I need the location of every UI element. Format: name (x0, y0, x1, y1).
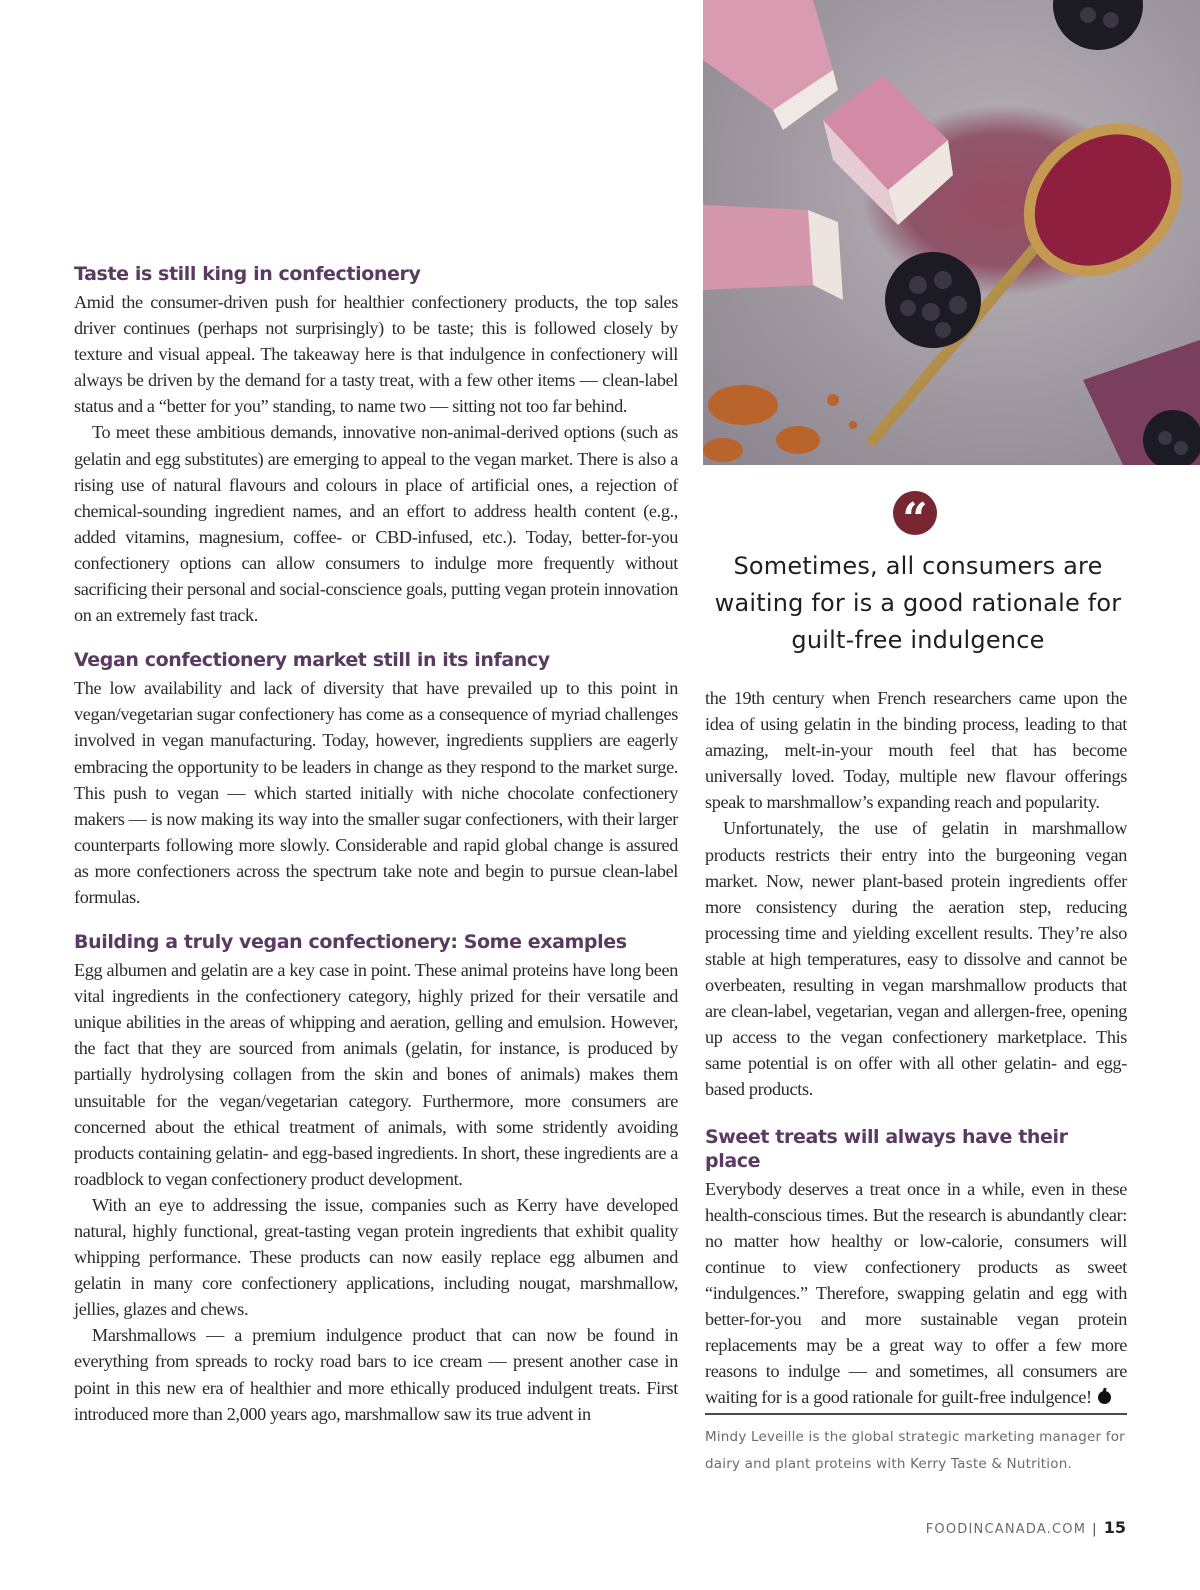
photo-marshmallows (703, 0, 1200, 465)
quote-icon: “ (893, 491, 937, 535)
body-paragraph: With an eye to addressing the issue, companies such as Kerry have developed natural, highly functional, great-tasting vegan protein ingredients that exhibit quality whipping performance. These products can now easily replace egg albumen and gelatin in many core confectionery applications, including nougat, marshmallow, jellies, glazes and chews. (74, 1194, 678, 1320)
body-paragraph: Egg albumen and gelatin are a key case in point. These animal proteins have long been vital ingredients in the confectionery category, highly prized for their versatile and unique abilities in the areas of whipping and aeration, gelling and emulsion. However, the fact that they are sourced from animals (gelatin, for instance, is produced by partially hydrolysing collagen from the skin and bones of animals) makes them unsuitable for the vegan/vegetarian category. Furthermore, more consumers are concerned about the ethical treatment of animals, with some stridently avoiding products containing gelatin- and egg-based ingredients. In short, these ingredients are a roadblock to vegan confectionery product development. (74, 960, 678, 1189)
footer-site: FOODINCANADA.COM (925, 1522, 1087, 1537)
section-heading-building: Building a truly vegan confectionery: Some examples (74, 931, 627, 954)
photo-illustration (703, 0, 1200, 465)
closing-paragraph-text: Everybody deserves a treat once in a while, even in these health-conscious times. But the research is abundantly clear: no matter how healthy or low-calorie, consumers will continue to view confectionery products as sweet “indulgences.” Therefore, swapping gelatin and egg with better-for-you and more sustainable vegan protein replacements may be a great way to offer a few more reasons to indulge — and sometimes, all consumers are waiting for is a good rationale for guilt-free indulgence! (705, 1178, 1127, 1408)
body-paragraph: Amid the consumer-driven push for healthier confectionery products, the top sales driver continues (perhaps not surprisingly) to be taste; this is followed closely by texture and visual appeal. The takeaway here is that indulgence in confectionery will always be driven by the demand for a tasty treat, with a few other items — clean-label status and a “better for you” standing, to name two — sitting not too far behind. (74, 292, 678, 417)
right-column (705, 685, 1127, 1410)
body-paragraph: To meet these ambitious demands, innovative non-animal-derived options (such as gelatin and egg substitutes) are emerging to appeal to the vegan market. There is also a rising use of natural flavours and colours in place of artificial ones, a rejection of chemical-sounding ingredient names, and an effort to address health content (e.g., added vitamins, magnesium, coffee- or CBD-infused, etc.). Today, better-for-you confectionery options can allow consumers to indulge more frequently without sacrificing their personal and social-conscience goals, putting vegan protein innovation on an extremely fast track. (74, 422, 678, 626)
section-heading-vegan-market: Vegan confectionery market still in its infancy (74, 649, 550, 672)
body-paragraph: Marshmallows — a premium indulgence product that can now be found in everything from spreads to rocky road bars to ice cream — present another case in point in this new era of healthier and more ethically produced indulgent treats. First introduced more than 2,000 years ago, marshmallow saw its true advent in (74, 1325, 678, 1424)
section-heading-sweet-treats: Sweet treats will always have their place (705, 1125, 1068, 1172)
page-number: 15 (1103, 1518, 1126, 1537)
body-paragraph: The low availability and lack of diversity that have prevailed up to this point in vegan/vegetarian sugar confectionery has come as a consequence of myriad challenges involved in vegan manufacturing. Today, however, ingredients suppliers are eagerly embracing the opportunity to be leaders in change as they respond to the market surge. This push to vegan — which started initially with niche chocolate confectionery makers — is now making its way into the smaller sugar confectioners, with their larger counterparts following more slowly. Considerable and rapid global change is assured as more confectioners across the spectrum take note and begin to pursue clean-label formulas. (74, 678, 678, 907)
footer-separator: | (1092, 1522, 1098, 1537)
closing-paragraph (705, 1176, 1127, 1411)
bio-divider (705, 1413, 1127, 1415)
end-of-article-icon (1098, 1391, 1111, 1404)
pull-quote: Sometimes, all consumers are waiting for is a good rationale for guilt-free indulgence (714, 552, 1122, 654)
section-heading-taste: Taste is still king in confectionery (74, 263, 421, 285)
body-paragraph: the 19th century when French researchers came upon the idea of using gelatin in the binding process, leading to that amazing, melt-in-your mouth feel that has become universally loved. Today, multiple new flavour offerings speak to marshmallow’s expanding reach and popularity. (705, 688, 1127, 813)
left-column (74, 262, 678, 1427)
body-paragraph: Unfortunately, the use of gelatin in marshmallow products restricts their entry into the burgeoning vegan market. Now, newer plant-based protein ingredients offer more consistency during the aeration step, reducing processing time and yielding excellent results. They’re also stable at high temperatures, easy to dissolve and cannot be overbeaten, resulting in vegan marshmallow products that are clean-label, vegetarian, vegan and allergen-free, opening up access to the vegan confectionery marketplace. This same potential is on offer with all other gelatin- and egg-based products. (705, 818, 1127, 1100)
page-footer (926, 1518, 1126, 1537)
author-bio: Mindy Leveille is the global strategic marketing manager for dairy and plant proteins with Kerry Taste & Nutrition. (705, 1429, 1125, 1472)
